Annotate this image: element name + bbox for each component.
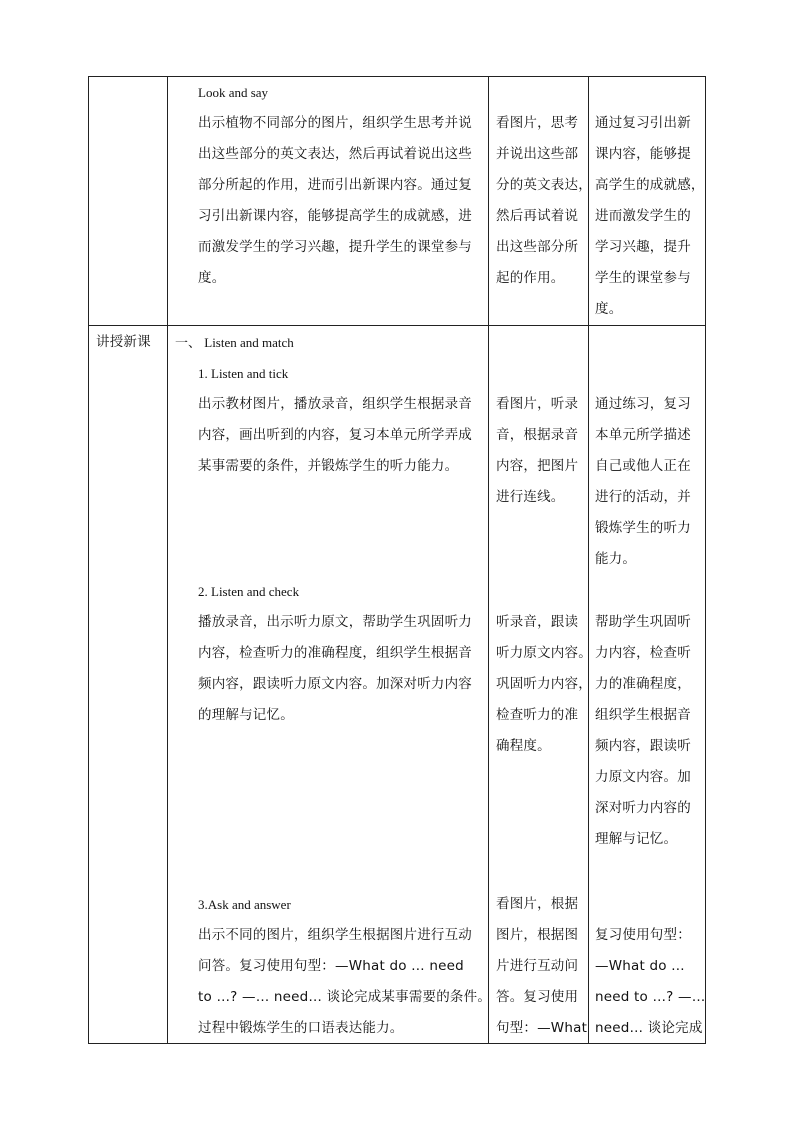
column-divider-1 <box>167 76 168 1044</box>
step3-content: 出示不同的图片，组织学生根据图片进行互动 问答。复习使用句型：—What do … need to …? —… need… 谈论完成某事需要的条件。 过程中锻炼学生的口语表达能力。 <box>198 927 492 1036</box>
look-and-say-purpose: 通过复习引出新 课内容，能够提 高学生的成就感， 进而激发学生的 学习兴趣，提升 学生的课堂参与 度。 <box>595 115 705 317</box>
step1-purpose: 通过练习，复习 本单元所学描述 自己或他人正在 进行的活动，并 锻炼学生的听力 能力。 <box>595 396 691 567</box>
step2-heading: 2. Listen and check <box>198 584 300 599</box>
step3-heading: 3.Ask and answer <box>198 897 291 912</box>
step1-student-activity: 看图片，听录 音，根据录音 内容，把图片 进行连线。 <box>496 396 579 505</box>
row-divider <box>88 325 706 326</box>
step1-content: 出示教材图片，播放录音，组织学生根据录音 内容，画出听到的内容，复习本单元所学弄成 某事需要的条件，并锻炼学生的听力能力。 <box>198 396 472 474</box>
step2-purpose: 帮助学生巩固听 力内容，检查听 力的准确程度， 组织学生根据音 频内容，跟读听 力原文内容。加 深对听力内容的 理解与记忆。 <box>595 614 691 847</box>
column-divider-2 <box>488 76 489 1044</box>
part-title: 一、 Listen and match <box>175 335 294 350</box>
section-label: 讲授新课 <box>96 334 151 350</box>
step2-content: 播放录音，出示听力原文，帮助学生巩固听力 内容，检查听力的准确程度，组织学生根据音 频内容，跟读听力原文内容。加深对听力内容 的理解与记忆。 <box>198 614 472 723</box>
step2-student-activity: 听录音，跟读 听力原文内容。 巩固听力内容， 检查听力的准 确程度。 <box>496 614 592 754</box>
step3-student-activity: 看图片，根据 图片，根据图 片进行互动问 答。复习使用 句型：—What <box>496 896 588 1036</box>
look-and-say-content: 出示植物不同部分的图片，组织学生思考并说 出这些部分的英文表达，然后再试着说出这些 部分所起的作用，进而引出新课内容。通过复 习引出新课内容，能够提高学生的成就感，进 而激发学生的学习兴趣，提升学生的课堂参与 度。 <box>198 115 472 286</box>
look-and-say-student-activity: 看图片，思考 并说出这些部 分的英文表达， 然后再试着说 出这些部分所 起的作用。 <box>496 115 592 286</box>
look-and-say-heading: Look and say <box>198 85 269 100</box>
step3-purpose: 复习使用句型： —What do … need to …? —… need… 谈论完成 <box>595 927 706 1036</box>
step1-heading: 1. Listen and tick <box>198 366 289 381</box>
